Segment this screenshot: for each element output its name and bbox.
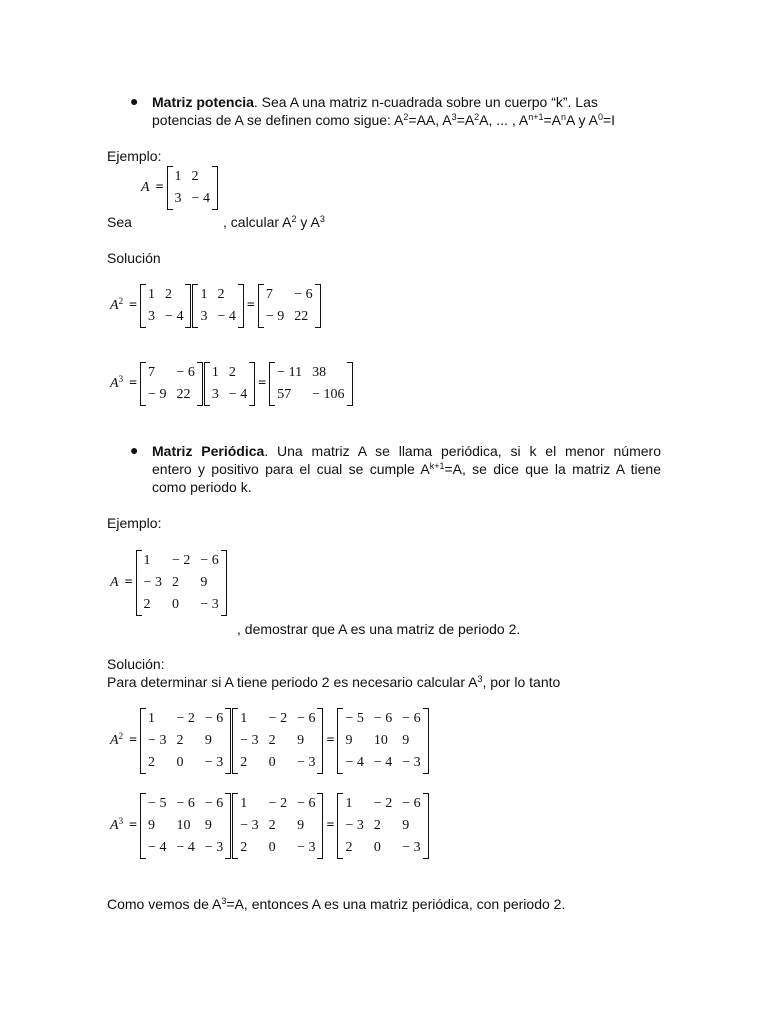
section2-paragraph (152, 442, 661, 496)
matrix-cell: − 6 (176, 796, 195, 811)
matrix-cell: 3 (211, 387, 219, 402)
equation-a-squared-2x2: $A^2$ = 1 2 3 − 4 1 2 3 − 4 = 7 − 6 − 9 22 (110, 284, 321, 328)
matrix-cell: − 6 (402, 796, 421, 811)
equation-matrix-a-3x3: A = 1 − 2 − 6 − 3 2 9 2 0 − 3 (110, 550, 227, 616)
matrix-cell: 2 (217, 287, 225, 302)
matrix-cell: − 6 (373, 711, 393, 726)
matrix-cell: 22 (294, 309, 309, 324)
matrix-cell: 2 (191, 169, 199, 184)
matrix-cell: 1 (200, 287, 208, 302)
matrix-cell: 22 (176, 387, 191, 402)
matrix (140, 708, 231, 774)
matrix (136, 550, 227, 616)
matrix-cell: − 3 (402, 755, 421, 770)
matrix-cell: 9 (148, 818, 156, 833)
matrix-cell: 2 (373, 818, 381, 833)
matrix-cell: − 6 (204, 711, 224, 726)
matrix-cell: − 2 (373, 796, 393, 811)
equation-a-cubed-2x2: $A^3$ = 7 − 6 − 9 22 1 2 3 − 4 = − 11 38 57 − 106 (110, 362, 353, 406)
matrix-cell: − 6 (294, 287, 313, 302)
matrix-cell: 2 (268, 818, 276, 833)
matrix (167, 166, 218, 210)
matrix-cell: 0 (268, 755, 276, 770)
matrix-cell: 2 (228, 365, 236, 380)
matrix-cell: 2 (165, 287, 173, 302)
matrix-cell: − 4 (373, 755, 393, 770)
matrix-cell: 0 (171, 597, 179, 612)
matrix-cell: 1 (174, 169, 182, 184)
equation-a-cubed-3x3: $A^3$ = − 5 − 6 − 6 9 10 9 − 4 − 4 − 3 1 − 2 − 6 − 3 2 9 2 0 − 3 = 1 − 2 − 6 − 3 2 9 2 0 − 3 (110, 793, 429, 859)
matrix-cell: − 2 (171, 553, 191, 568)
matrix-cell: − 3 (297, 755, 316, 770)
matrix-cell: 2 (240, 755, 248, 770)
section2-line3: como periodo k. (152, 479, 252, 495)
matrix-cell: − 6 (176, 365, 195, 380)
matrix-cell: 0 (176, 755, 184, 770)
matrix-cell: − 106 (312, 387, 345, 402)
equation-matrix-a: A = 1 2 3 − 4 (141, 166, 218, 210)
example-label-2: Ejemplo: (107, 515, 162, 531)
matrix (140, 362, 203, 406)
matrix-cell: − 4 (165, 309, 184, 324)
matrix-cell: − 3 (240, 733, 259, 748)
matrix-cell: − 2 (268, 711, 288, 726)
matrix-cell: − 9 (148, 387, 167, 402)
matrix-cell: 3 (174, 191, 182, 206)
sea-label: Sea (107, 214, 132, 230)
matrix-cell: 0 (268, 840, 276, 855)
matrix-cell: 1 (345, 796, 353, 811)
solution-label-2: Solución: (107, 656, 165, 672)
matrix-cell: − 4 (217, 309, 236, 324)
matrix-cell: 1 (148, 287, 156, 302)
bullet-icon: ● (130, 93, 139, 109)
matrix-cell: − 3 (297, 840, 316, 855)
matrix-cell: 9 (402, 733, 410, 748)
matrix (269, 362, 352, 406)
matrix-cell: 2 (171, 575, 179, 590)
matrix-cell: 9 (200, 575, 208, 590)
matrix-cell: 9 (402, 818, 410, 833)
section2-line2: entero y positivo para el cual se cumple $A^{k+1}=A$, se dice que la matriz A tiene (152, 461, 661, 477)
matrix-cell: − 6 (204, 796, 224, 811)
solution-label-1: Solución (107, 250, 161, 266)
solution-paragraph: Para determinar si A tiene periodo 2 es necesario calcular $A^3$, por lo tanto (107, 674, 561, 690)
matrix-cell: 1 (211, 365, 219, 380)
matrix-cell: − 4 (191, 191, 210, 206)
calculate-text: , calcular $A^2$ y $A^3$ (223, 214, 325, 230)
matrix-cell: 7 (148, 365, 156, 380)
example-label-1: Ejemplo: (107, 148, 162, 164)
matrix-cell: 9 (345, 733, 353, 748)
matrix-cell: − 3 (204, 840, 224, 855)
matrix (192, 284, 243, 328)
matrix-cell: − 4 (148, 840, 167, 855)
matrix (232, 708, 323, 774)
matrix-cell: 3 (200, 309, 208, 324)
matrix-cell: 10 (176, 818, 191, 833)
matrix-cell: − 6 (200, 553, 219, 568)
matrix-cell: − 4 (176, 840, 195, 855)
matrix-cell: − 9 (265, 309, 285, 324)
bullet-icon: ● (130, 442, 139, 458)
equation-a-squared-3x3: $A^2$ = 1 − 2 − 6 − 3 2 9 2 0 − 3 1 − 2 − 6 − 3 2 9 2 0 − 3 = − 5 − 6 − 6 9 10 9 − 4 − 4 − 3 (110, 708, 429, 774)
matrix-cell: 7 (265, 287, 273, 302)
matrix-cell: 57 (277, 387, 292, 402)
matrix-cell: 9 (297, 818, 305, 833)
matrix-cell: − 6 (297, 711, 316, 726)
matrix-cell: 2 (143, 597, 151, 612)
matrix-cell: 1 (240, 796, 248, 811)
matrix (258, 284, 321, 328)
matrix-cell: 2 (345, 840, 353, 855)
matrix-cell: − 6 (402, 711, 421, 726)
matrix-cell: 38 (312, 365, 327, 380)
matrix (337, 793, 428, 859)
matrix-cell: − 2 (176, 711, 195, 726)
section1-line1: Matriz potencia. Sea A una matriz n-cuadrada sobre un cuerpo “k”. Las (152, 94, 598, 110)
matrix-cell: − 3 (345, 818, 364, 833)
section2-title: Matriz Periódica (152, 443, 265, 459)
matrix-cell: − 4 (345, 755, 364, 770)
matrix-cell: − 3 (143, 575, 162, 590)
matrix-cell: − 5 (345, 711, 364, 726)
matrix-cell: 2 (176, 733, 184, 748)
matrix-cell: 3 (148, 309, 156, 324)
conclusion-text: Como vemos de $A^3=A$, entonces A es una matriz periódica, con periodo 2. (107, 896, 566, 912)
matrix-cell: 1 (143, 553, 151, 568)
matrix-cell: − 3 (204, 755, 224, 770)
matrix-cell: 9 (204, 733, 212, 748)
matrix (232, 793, 323, 859)
matrix-cell: 9 (297, 733, 305, 748)
section1-title: Matriz potencia (152, 94, 254, 110)
matrix-cell: − 3 (240, 818, 259, 833)
matrix-cell: 10 (373, 733, 388, 748)
matrix-cell: − 3 (148, 733, 167, 748)
matrix-cell: 1 (148, 711, 156, 726)
matrix (337, 708, 428, 774)
matrix-cell: − 4 (228, 387, 248, 402)
matrix-cell: 0 (373, 840, 381, 855)
matrix-cell: 2 (240, 840, 248, 855)
matrix-cell: − 11 (277, 365, 303, 380)
matrix-cell: 9 (204, 818, 212, 833)
matrix (140, 793, 231, 859)
demonstrate-text: , demostrar que A es una matriz de periodo 2. (237, 621, 521, 637)
matrix (140, 284, 191, 328)
matrix-cell: 1 (240, 711, 248, 726)
matrix-cell: − 6 (297, 796, 316, 811)
matrix-cell: − 3 (200, 597, 219, 612)
section1-line2: potencias de A se definen como sigue: $A^2=AA$, $A^3=A^2A$, ... , $A^{n+1}=A^nA$ y $A^0=I$ (152, 112, 616, 128)
section1-paragraph (152, 93, 661, 129)
matrix-cell: − 5 (148, 796, 167, 811)
matrix-cell: − 3 (402, 840, 421, 855)
section2-line1: Matriz Periódica. Una matriz A se llama periódica, si k el menor número (152, 443, 661, 459)
matrix-cell: − 2 (268, 796, 288, 811)
matrix (204, 362, 255, 406)
matrix-cell: 2 (148, 755, 156, 770)
matrix-cell: 2 (268, 733, 276, 748)
